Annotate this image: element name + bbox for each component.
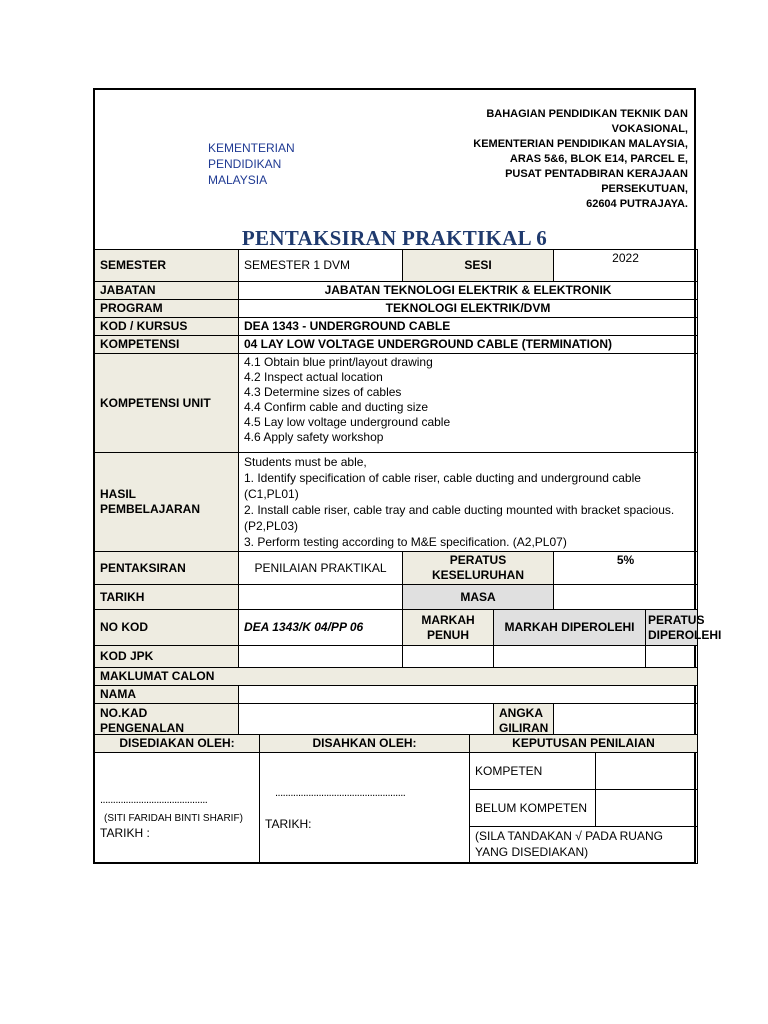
- peratus-value: 5%: [554, 552, 698, 585]
- page-title: PENTAKSIRAN PRAKTIKAL 6: [241, 226, 548, 250]
- table-row: [95, 686, 698, 704]
- peratus-diperolehi-label: PERATUS DIPEROLEHI: [646, 610, 698, 646]
- table-row: [95, 250, 698, 282]
- kodjpk-value[interactable]: [239, 646, 403, 668]
- nokad-label-line: PENGENALAN: [100, 720, 185, 735]
- table-row: [95, 300, 698, 318]
- list-item: 4.3 Determine sizes of cables: [244, 385, 402, 399]
- address-line: 62604 PUTRAJAYA.: [586, 198, 688, 210]
- nama-value[interactable]: [239, 686, 698, 704]
- kompetensi-value: 04 LAY LOW VOLTAGE UNDERGROUND CABLE (TERMINATION): [239, 336, 698, 354]
- markah-penuh-label: MARKAH PENUH: [403, 610, 494, 646]
- ministry-line: KEMENTERIAN: [208, 141, 295, 155]
- program-value: TEKNOLOGI ELEKTRIK/DVM: [239, 300, 698, 318]
- signature-line: ..........................................: [100, 794, 208, 806]
- table-row: [95, 552, 698, 585]
- kompetensi-unit-list: [239, 354, 698, 453]
- nokod-value: DEA 1343/K 04/PP 06: [239, 610, 403, 646]
- tarikh-value[interactable]: [239, 585, 403, 610]
- address-line: PUSAT PENTADBIRAN KERAJAAN: [505, 168, 688, 180]
- list-item: 4.6 Apply safety workshop: [244, 430, 384, 444]
- table-row: [95, 318, 698, 336]
- disediakan-label: DISEDIAKAN OLEH:: [95, 735, 260, 753]
- hasil-list: [239, 453, 698, 552]
- table-row: [95, 646, 698, 668]
- table-row: [95, 753, 698, 790]
- tarikh-1: TARIKH :: [100, 826, 150, 840]
- nokad-value[interactable]: [239, 704, 494, 738]
- nokad-label-line: NO.KAD: [100, 705, 148, 720]
- list-item: 4.1 Obtain blue print/layout drawing: [244, 355, 433, 369]
- instruction-note: (SILA TANDAKAN √ PADA RUANG YANG DISEDIAKAN): [470, 827, 698, 864]
- signoff-table: [94, 734, 698, 864]
- belum-kompeten-label: BELUM KOMPETEN: [470, 790, 596, 827]
- address-line: KEMENTERIAN PENDIDIKAN MALAYSIA,: [473, 138, 688, 150]
- ministry-address: [428, 107, 688, 212]
- address-line: PERSEKUTUAN,: [601, 183, 688, 195]
- markah-diperolehi-label: MARKAH DIPEROLEHI: [494, 610, 646, 646]
- kodjpk-label: KOD JPK: [95, 646, 239, 668]
- angka-label-line: GILIRAN: [499, 720, 549, 735]
- semester-value: SEMESTER 1 DVM: [239, 250, 403, 282]
- markah-penuh-value[interactable]: [403, 646, 494, 668]
- jabatan-label: JABATAN: [95, 282, 239, 300]
- angka-giliran-label: [494, 704, 554, 738]
- kompetensi-unit-label: KOMPETENSI UNIT: [95, 354, 239, 453]
- preparer-name: (SITI FARIDAH BINTI SHARIF): [104, 813, 243, 824]
- hasil-label-line: PEMBELAJARAN: [100, 502, 201, 516]
- peratus-diperolehi-value[interactable]: [646, 646, 698, 668]
- disahkan-cell: [260, 753, 470, 864]
- kompeten-label: KOMPETEN: [470, 753, 596, 790]
- table-row: [95, 704, 698, 738]
- nokad-label: [95, 704, 239, 738]
- signature-line: ...................................................: [275, 787, 406, 799]
- list-item: 1. Identify specification of cable riser, cable ducting and underground cable (C1,PL01): [244, 471, 641, 501]
- maklumat-calon-label: MAKLUMAT CALON: [95, 668, 698, 686]
- ministry-name: [208, 140, 318, 188]
- table-row: [95, 282, 698, 300]
- table-row: [95, 610, 698, 646]
- list-item: 4.5 Lay low voltage underground cable: [244, 415, 451, 429]
- program-label: PROGRAM: [95, 300, 239, 318]
- kod-kursus-value: DEA 1343 - UNDERGROUND CABLE: [239, 318, 698, 336]
- sesi-value: 2022: [554, 250, 698, 282]
- address-line: ARAS 5&6, BLOK E14, PARCEL E,: [509, 153, 688, 165]
- table-row: [95, 668, 698, 686]
- list-item: 2. Install cable riser, cable tray and cable ducting mounted with bracket spacious. (P2,PL03): [244, 503, 675, 533]
- keputusan-label: KEPUTUSAN PENILAIAN: [470, 735, 698, 753]
- kompeten-checkbox[interactable]: [596, 753, 698, 790]
- kod-kursus-label: KOD / KURSUS: [95, 318, 239, 336]
- ministry-line: PENDIDIKAN: [208, 157, 282, 171]
- pentaksiran-value: PENILAIAN PRAKTIKAL: [239, 552, 403, 585]
- table-row: [95, 735, 698, 753]
- nokod-label: NO KOD: [95, 610, 239, 646]
- list-item: 4.2 Inspect actual location: [244, 370, 383, 384]
- table-row: [95, 354, 698, 453]
- hasil-label-line: HASIL: [100, 487, 136, 501]
- tarikh-label: TARIKH: [95, 585, 239, 610]
- table-row: [95, 585, 698, 610]
- assessment-form: [93, 88, 722, 864]
- nama-label: NAMA: [95, 686, 239, 704]
- markah-diperolehi-value[interactable]: [494, 646, 646, 668]
- address-line: VOKASIONAL,: [611, 123, 688, 135]
- kompetensi-label: KOMPETENSI: [95, 336, 239, 354]
- list-item: Students must be able,: [244, 455, 367, 469]
- info-table: [94, 249, 722, 738]
- belum-kompeten-checkbox[interactable]: [596, 790, 698, 827]
- masa-label: MASA: [403, 585, 554, 610]
- address-line: BAHAGIAN PENDIDIKAN TEKNIK DAN: [486, 108, 688, 120]
- sesi-label: SESI: [403, 250, 554, 282]
- peratus-label: PERATUS KESELURUHAN: [403, 552, 554, 585]
- list-item: 3. Perform testing according to M&E specification. (A2,PL07): [244, 535, 567, 549]
- angka-giliran-value[interactable]: [554, 704, 698, 738]
- masa-value[interactable]: [554, 585, 698, 610]
- table-row: [95, 453, 698, 552]
- list-item: 4.4 Confirm cable and ducting size: [244, 400, 429, 414]
- table-row: [95, 336, 698, 354]
- disahkan-label: DISAHKAN OLEH:: [260, 735, 470, 753]
- pentaksiran-label: PENTAKSIRAN: [95, 552, 239, 585]
- angka-label-line: ANGKA: [499, 705, 543, 720]
- disediakan-cell: [95, 753, 260, 864]
- jabatan-value: JABATAN TEKNOLOGI ELEKTRIK & ELEKTRONIK: [239, 282, 698, 300]
- ministry-line: MALAYSIA: [208, 173, 268, 187]
- tarikh-2: TARIKH:: [265, 817, 312, 831]
- hasil-label: [95, 453, 239, 552]
- semester-label: SEMESTER: [95, 250, 239, 282]
